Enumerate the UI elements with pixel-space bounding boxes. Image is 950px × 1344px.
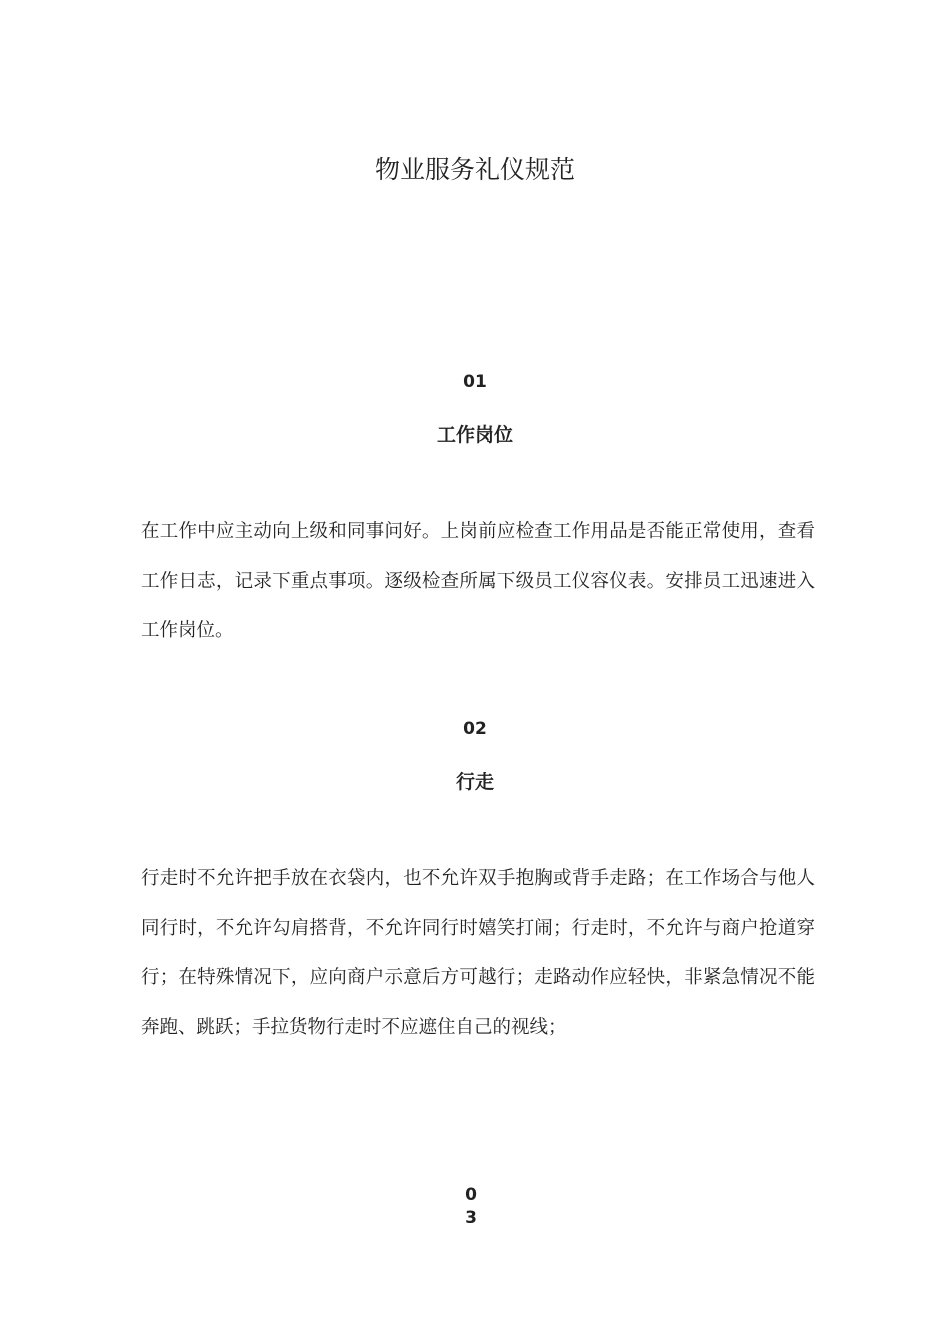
section-body: 在工作中应主动向上级和同事问好。上岗前应检查工作用品是否能正常使用，查看工作日志，记录下重点事项。逐级检查所属下级员工仪容仪表。安排员工迅速进入工作岗位。 [141, 521, 815, 641]
document-title: 物业服务礼仪规范 [374, 155, 575, 184]
section-number: 01 [463, 372, 487, 392]
section-body: 行走时不允许把手放在衣袋内，也不允许双手抱胸或背手走路；在工作场合与他人同行时，不允许勾肩搭背，不允许同行时嬉笑打闹；行走时，不允许与商户抢道穿行；在特殊情况下，应向商户示意后方可越行；走路动作应轻快，非紧急情况不能奔跑、跳跃；手拉货物行走时不应遮住自己的视线； [141, 868, 815, 1038]
section-heading: 行走 [455, 771, 494, 793]
section-number-line: 3 [465, 1208, 477, 1228]
section-number [0, 1184, 942, 1230]
section-heading: 工作岗位 [436, 424, 513, 446]
section-number: 02 [463, 719, 487, 739]
section-number-line: 0 [465, 1185, 477, 1205]
